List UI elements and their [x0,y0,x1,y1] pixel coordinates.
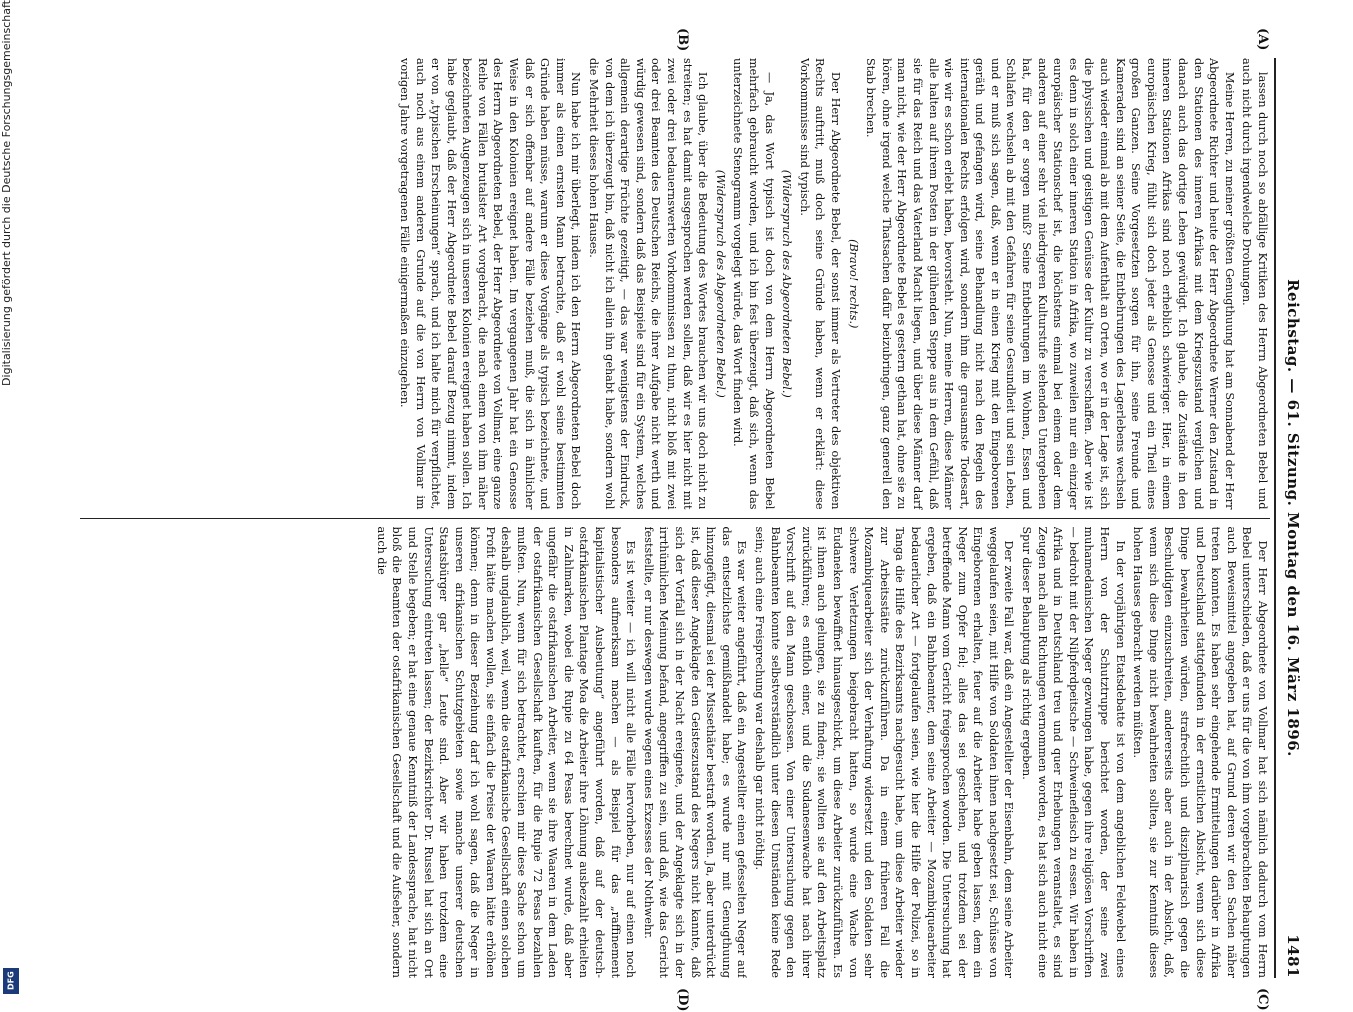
page-number: 1481 [1284,934,1302,978]
left-column-paragraph: (Widerspruch des Abgeordneten Bebel.) [713,169,727,398]
text-columns [80,58,1270,978]
right-column-paragraph: Es ist weiter — ich will nicht alle Fälle hervorheben, nur auf einen noch besonders aufmerksam machen — als Beispiel für das „raffinement kapitalistischer Ausbeutung“ angeführt worden, daß auf der deutsch-ostafrikanischen Plantage Moa die Arbeiter ihre Löhnung ausbezahlt erhielten in Zahlmarken, wobei die Rupie zu 64 Pesas berechnet wurde, daß aber ungefähr die ostafrikanischen Arbeiter, wenn sie ihre Waaren in dem Laden der ostafrikanischen Gesellschaft kauften, für die Rupie 72 Pesas bezahlen mußten. Nun, wenn für sich betrachtet, erschien mir diese Sache schon um deshalb unglaublich, weil, wenn die ostafrikanische Gesellschaft einen solchen Profit hätte machen wollen, sie einfach die Preise der Waaren hätte erhöhen können; denn in dieser Beziehung darf ich wohl sagen, daß die Neger in unseren afrikanischen Schutzgebieten sowie manche unserer deutschen Staatsbürger gar „helle“ Leute sind. Aber wir haben trotzdem eine Untersuchung eintreten lassen; der Bezirksrichter Dr. Russel hat sich an Ort und Stelle begeben; er hat eine genaue Kenntniß der Landessprache, hat nicht bloß die Beamten der ostafrikanischen Gesellschaft und die Aufseher, sondern auch die [374,526,638,978]
left-column-paragraph: Ich glaube, über die Bedeutung des Wortes brauchen wir uns doch nicht zu streiten; es hat damit ausgesprochen werden sollen, daß wir es hier nicht mit zwei oder drei bedauernswerten Vorkommnissen zu thun, nicht bloß mit zwei oder drei Beamten des Deutschen Reichs, die ihrer Aufgabe nicht werth und würdig gewesen sind, sondern daß das Beispiele sind für ein System, welches allgemein derartige Früchte gezeitigt, — das war wenigstens der Eindruck, von dem ich überzeugt bin, daß nicht ich allein ihn gehabt habe, sondern wohl die Mehrheit dieses hohen Hauses. [587,58,710,510]
page-header-title: Reichstag. — 61. Sitzung. Montag den 16. März 1896. [1284,279,1302,757]
page-area [70,28,1310,1012]
dfg-logo: DFG [3,968,19,994]
right-column-paragraph: In der vorjährigen Etatsdebatte ist von dem angeblichen Feldwebel eines Herrn von der Schutztruppe berichtet worden, der seine zwei muhamedanischen Neger gezwungen habe, gegen ihre religiösen Vorschriften — bedroht mit der Nilpferdpeitsche — Schweinefleisch zu essen. Wir haben in Afrika und in Deutschland treu und quer Erhebungen veranstaltet, es sind Zeugen nach allen Richtungen vernommen worden, es hat sich auch nicht eine Spur dieser Behauptung als richtig ergeben. [1020,526,1127,978]
left-column-paragraph: Der Herr Abgeordnete Bebel, der sonst immer als Vertreter des objektiven Rechts auftritt, muß doch seine Gründe haben, wenn er erklärt: diese Vorkommnisse sind typisch. [797,58,842,510]
digitization-credit [0,0,22,1000]
left-column-paragraph: (Widerspruch des Abgeordneten Bebel.) [780,169,794,398]
right-column-paragraph: Der zweite Fall war, daß ein Angestellter der Eisenbahn, dem seine Arbeiter weggelaufen seien, mit Hilfe von Soldaten ihnen nachgesetzt sei, Schüsse von Eingeborenen erhalten, feuer auf die Arbeiter habe geben lassen, dem ein Neger zum Opfer fiel; alles das sei geschehen, und trotzdem sei der betreffende Mann vom Gericht freigesprochen worden. Die Untersuchung hat ergeben, daß ein Bahnbeamter, dem seine Arbeiter — Mozambiquearbeiter bedauerlicher Art — fortgelaufen seien, wie hier die Hilfe der Polizei, so in Tanga die Hilfe des Bezirksamts nachgesucht habe, um diese Arbeiter wieder zur Arbeitsstätte zurückzuführen. Da in einem früheren Fall die Mozambiquearbeiter sich der Verhaftung widersetzt und den Soldaten sehr schwere Verletzungen beigebracht hatten, so wurde eine Wache von Eudaneken bewaffnet hinausgeschickt, um diese Arbeiter zurückzuführen. Es ist ihnen auch gelungen, sie zu finden; sie wollten sie auf den Arbeitsplatz zurückführen; es entfloh einer, und die Sudanesenwache hat nach ihrer Vorschrift auf den Mann geschossen. Von einer Untersuchung gegen den Bahnbeamten konnte selbstverständlich unter diesen Umständen keine Rede sein; auch eine Freisprechung war deshalb gar nicht nöthig. [753,526,1016,978]
left-column-paragraph: lassen durch noch so abfällige Kritiken des Herrn Abgeordneten Bebel und auch nicht durch irgendwelche Drohungen. [1240,58,1269,510]
left-column-paragraph: — Ja, das Wort typisch ist doch von dem Herrn Abgeordneten Bebel mehrfach gebraucht worden, und ich bin fest überzeugt, daß sich, wenn das unterzeichnete Stenogramm vorgelegt würde, das Wort finden wird. [731,58,776,510]
right-column-paragraph: Es war weiter angeführt, daß ein Angestellter einen gefesselten Neger auf das entsetzlichste gemißhandelt habe; es wurde nur mit Genugthuung hinzugefügt, diesmal sei der Missethäter bestraft worden. Ja, aber unterdrückt ist, daß dieser Angeklagte den Geisteszustand des Negers nicht kannte, daß sich der Vorfall sich in der Nacht ereignete, und der Angeklagte sich in der irrthümlichen Meinung befand, angegriffen zu sein, und daß, wie das Gericht feststellte, er nur deswegen wurde wegen eines Exzesses der Nothwehr. [641,526,749,978]
margin-letter-b: (B) [675,28,690,52]
margin-letter-c: (C) [1255,988,1270,1011]
right-column [80,527,1270,979]
margin-letter-d: (D) [675,988,690,1012]
left-column-paragraph: Nun habe ich mir überlegt, indem ich den Herrn Abgeordneten Bebel doch immer als einen ernsten Mann betrachte, daß er wohl seine bestimmten Gründe haben müsse, warum er diese Vorgänge als typisch bezeichnete, und daß er sich offenbar auf andere Fälle beziehen muß, die sich in ähnlicher Weise in den Kolonien ereignet haben. Im vergangenen Jahr hat ein Genosse des Herrn Abgeordneten Bebel, der Herr Abgeordnete von Vollmar, eine ganze Reihe von Fällen brutalster Art vorgebracht, die nach einem von ihm näher bezeichneten Augenzeugen sich in unseren Kolonien ereignet haben sollen. Ich habe geglaubt, daß der Herr Abgeordnete Bebel darauf Bezug nimmt, indem er von „typischen Erscheinungen“ sprach, und ich halte mich für verpflichtet, auch noch aus einem anderen Grunde auf die von Herrn von Vollmar im vorigen Jahre vorgetragenen Fälle einigermaßen einzugehen. [397,58,583,510]
left-column-paragraph: (Bravo! rechts.) [846,239,860,329]
rotated-page-content [70,28,1310,1012]
page-header [1274,58,1310,978]
margin-letter-a: (A) [1255,28,1270,51]
column-divider [80,518,1270,519]
right-column-paragraph: Der Herr Abgeordnete von Vollmar hat sich nämlich dadurch vom Herrn Bebel unterschieden, daß er uns für die von ihm vorgebrachten Behauptungen auch Beweismittel angegeben hat, auf Grund deren wir den Sachen näher treten konnten. Es haben sehr eingehende Ermittelungen darüber in Afrika und Deutschland stattgefunden in der ernstlichen Absicht, wenn sich diese Dinge bewahrheiten würden, strafrechtlich und disziplinarisch gegen die Beschuldigten einzuschreiten, andererseits aber auch in der Absicht, daß, wenn sich diese Dinge nicht bewahrheiten sollten, sie zur Kenntniß dieses hohen Hauses gebracht werden müßten. [1131,526,1269,978]
digitization-credit-text: Digitalisierung gefördert durch die Deutsche Forschungsgemeinschaft [0,0,13,386]
left-column [80,58,1270,510]
left-column-paragraph: Meine Herren, zu meiner größten Genugthuung hat am Sonnabend der Herr Abgeordnete Richter und heute der Herr Abgeordnete Werner den Zustand in den Stationen des inneren Afrikas mit dem Kriegszustand verglichen und danach auch das dortige Leben gewürdigt. Ich glaube, die Zustände in den inneren Stationen Afrikas sind noch erheblich schwieriger. Hier, in einem europäischen Krieg, fühlt sich doch jeder als Genosse und ein Theil eines großen Ganzen. Seine Vorgesetzten sorgen für ihn, seine Freunde und Kameraden sind an seiner Seite, die Entbehrungen des Lagerlebens wechseln auch wieder einmal ab mit dem Aufenthalt an Orten, wo er in der Lage ist, sich die physischen und geistigen Genüsse der Kultur zu verschaffen. Aber wie ist es denn in solch einer inneren Station in Afrika, wo zuweilen nur ein einziger europäischer Stationschef ist, die höchstens einmal bei einem oder dem anderen auf einer sehr viel niedrigeren Kulturstufe stehenden Untergebenen hat, für den er sorgen muß? Seine Entbehrungen im Wohnen, Essen und Schlafen wechseln ab mit den Gefahren für seine Gesundheit und sein Leben, und er muß sich sagen, daß, wenn er in einen Krieg mit den Eingeborenen geräth und gefangen wird, seine Behandlung nicht nach den Regeln des internationalen Rechts erfolgen wird, sondern ihm die grausamste Todesart, wie wir es schon erlebt haben, bevorsteht. Nun, meine Herren, diese Männer alle halten auf ihrem Posten in der glühenden Steppe aus in dem Gefühl, daß sie für das Reich und das Vaterland Macht liegen, und über diese Männer darf man nicht, wie der Herr Abgeordnete Bebel es gestern gethan hat, ohne sie zu hören, ohne irgend welche Thatsachen dafür beizubringen, ganz generell den Stab brechen. [864,58,1236,510]
